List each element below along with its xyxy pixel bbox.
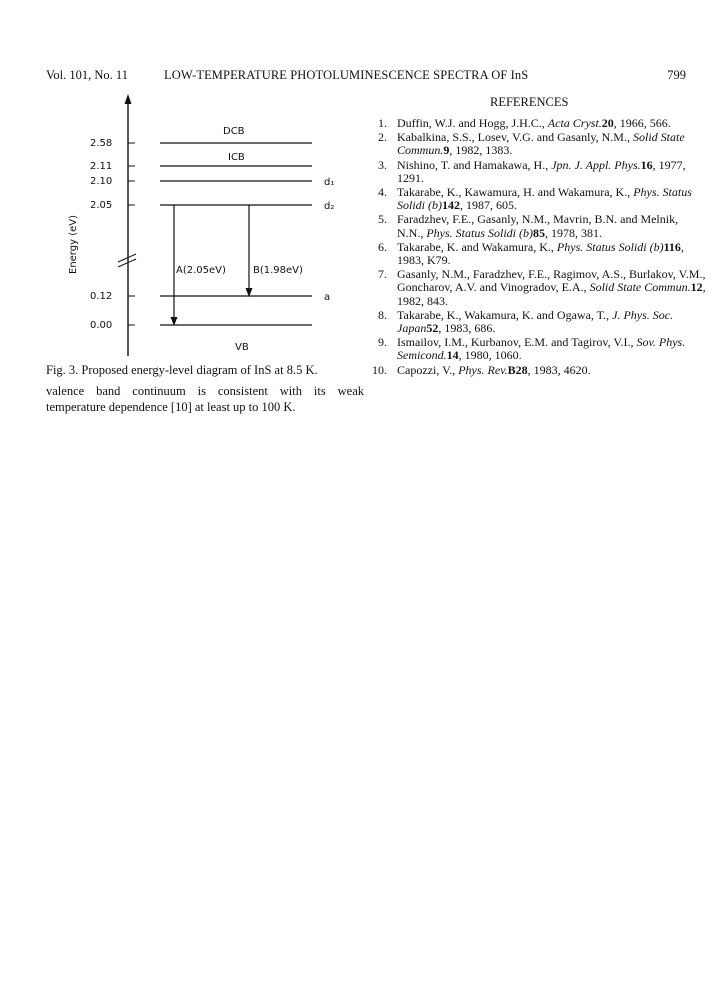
body-line: temperature dependence [10] at least up to 100 K.: [46, 400, 296, 414]
reference-details: , 1987, 605.: [460, 198, 517, 213]
reference-item: [367, 117, 707, 130]
axis-break-mark: [118, 254, 136, 262]
tick-label: 0.00: [90, 320, 113, 331]
reference-number: 10.: [372, 362, 387, 377]
page-number: 799: [667, 68, 686, 82]
reference-number: 5.: [378, 212, 387, 227]
reference-details: , 1978, 381.: [545, 225, 603, 240]
reference-volume: 16: [640, 157, 653, 172]
level-label-vb: VB: [235, 342, 249, 353]
reference-volume: 52: [426, 321, 439, 336]
reference-number: 9.: [378, 335, 387, 350]
references-heading: REFERENCES: [490, 95, 569, 109]
reference-journal: Jpn. J. Appl. Phys.: [551, 157, 641, 172]
reference-list: [367, 117, 707, 378]
reference-details: , 1977, 1291.: [397, 157, 686, 185]
reference-item: [367, 131, 707, 157]
energy-level-diagram: [40, 92, 360, 360]
reference-number: 4.: [378, 185, 387, 200]
reference-item: [367, 309, 707, 335]
y-axis-label: Energy (eV): [68, 215, 79, 274]
reference-item: [367, 336, 707, 362]
reference-item: [367, 159, 707, 185]
reference-item: [367, 364, 707, 377]
reference-journal: Phys. Status Solidi (b): [556, 239, 664, 254]
reference-journal: Phys. Status Solidi (b): [426, 225, 534, 240]
reference-volume: 9: [443, 143, 450, 158]
reference-authors: Nishino, T. and Hamakawa, H.,: [397, 157, 552, 172]
tick-label: 2.58: [90, 138, 113, 149]
reference-number: 1.: [378, 116, 387, 130]
volume-info: Vol. 101, No. 11: [46, 68, 128, 82]
reference-details: , 1966, 566.: [613, 116, 671, 130]
reference-authors: Takarabe, K., Kawamura, H. and Wakamura, K.,: [397, 185, 634, 200]
reference-number: 7.: [378, 267, 387, 282]
transition-b-label: B(1.98eV): [253, 265, 303, 276]
reference-details: , 1980, 1060.: [458, 348, 522, 363]
reference-details: , 1983, 686.: [438, 321, 496, 336]
reference-volume: 14: [446, 348, 459, 363]
reference-volume: 142: [442, 198, 460, 213]
running-title: LOW-TEMPERATURE PHOTOLUMINESCENCE SPECTRA OF InS: [164, 68, 529, 82]
level-label-d1: d₁: [324, 177, 335, 188]
reference-item: [367, 186, 707, 212]
figure-caption: Fig. 3. Proposed energy-level diagram of InS at 8.5 K.: [46, 363, 318, 377]
reference-authors: Gasanly, N.M., Faradzhev, F.E., Ragimov, A.S., Burlakov, V.M., Goncharov, A.V. and Vinogradov, E.A.,: [397, 267, 706, 295]
axis-break-mark: [118, 259, 136, 267]
reference-details: , 1983, K79.: [397, 239, 684, 268]
level-label-d2: d₂: [324, 201, 335, 212]
reference-volume: B28: [507, 362, 528, 377]
reference-number: 2.: [378, 130, 387, 145]
reference-number: 6.: [378, 239, 387, 254]
reference-details: , 1982, 843.: [397, 280, 706, 308]
reference-number: 8.: [378, 307, 387, 322]
transition-a-label: A(2.05eV): [176, 265, 226, 276]
reference-journal: J. Phys. Soc. Japan: [397, 307, 674, 336]
reference-authors: Takarabe, K. and Wakamura, K.,: [397, 239, 557, 254]
reference-details: , 1983, 4620.: [527, 362, 591, 377]
reference-authors: Duffin, W.J. and Hogg, J.H.C.,: [397, 116, 548, 130]
level-label-icb: ICB: [228, 152, 245, 163]
tick-label: 2.11: [90, 161, 113, 172]
axis-arrow-icon: [125, 94, 132, 104]
reference-number: 3.: [378, 157, 387, 172]
reference-authors: Faradzhev, F.E., Gasanly, N.M., Mavrin, B.N. and Melnik, N.N.,: [397, 212, 679, 240]
reference-journal: Sov. Phys. Semicond.: [397, 335, 686, 363]
reference-authors: Kabalkina, S.S., Losev, V.G. and Gasanly, N.M.,: [397, 130, 633, 145]
running-header: [46, 68, 686, 84]
tick-label: 2.05: [90, 200, 113, 211]
reference-authors: Capozzi, V.,: [397, 362, 459, 377]
reference-authors: Takarabe, K., Wakamura, K. and Ogawa, T.,: [397, 307, 613, 322]
reference-journal: Phys. Rev.: [458, 362, 508, 377]
reference-item: [367, 213, 707, 239]
reference-item: [367, 268, 707, 308]
reference-authors: Ismailov, I.M., Kurbanov, E.M. and Tagirov, V.I.,: [397, 335, 637, 350]
level-label-a: a: [324, 292, 331, 303]
reference-journal: Phys. Status Solidi (b): [397, 185, 692, 213]
body-line: valence band continuum is consistent with its weak: [46, 384, 364, 398]
body-paragraph: [46, 383, 364, 415]
reference-journal: Acta Cryst.: [547, 116, 602, 130]
reference-volume: 20: [601, 116, 614, 130]
tick-label: 0.12: [90, 291, 113, 302]
reference-details: , 1982, 1383.: [449, 143, 513, 158]
reference-journal: Solid State Commun.: [589, 280, 691, 295]
reference-journal: Solid State Commun.: [397, 130, 685, 158]
reference-volume: 116: [663, 239, 681, 254]
reference-volume: 12: [690, 280, 703, 295]
tick-label: 2.10: [90, 176, 113, 187]
level-label-dcb: DCB: [223, 126, 245, 137]
reference-volume: 85: [533, 225, 546, 240]
reference-item: [367, 241, 707, 267]
diagram-canvas: [40, 92, 360, 360]
